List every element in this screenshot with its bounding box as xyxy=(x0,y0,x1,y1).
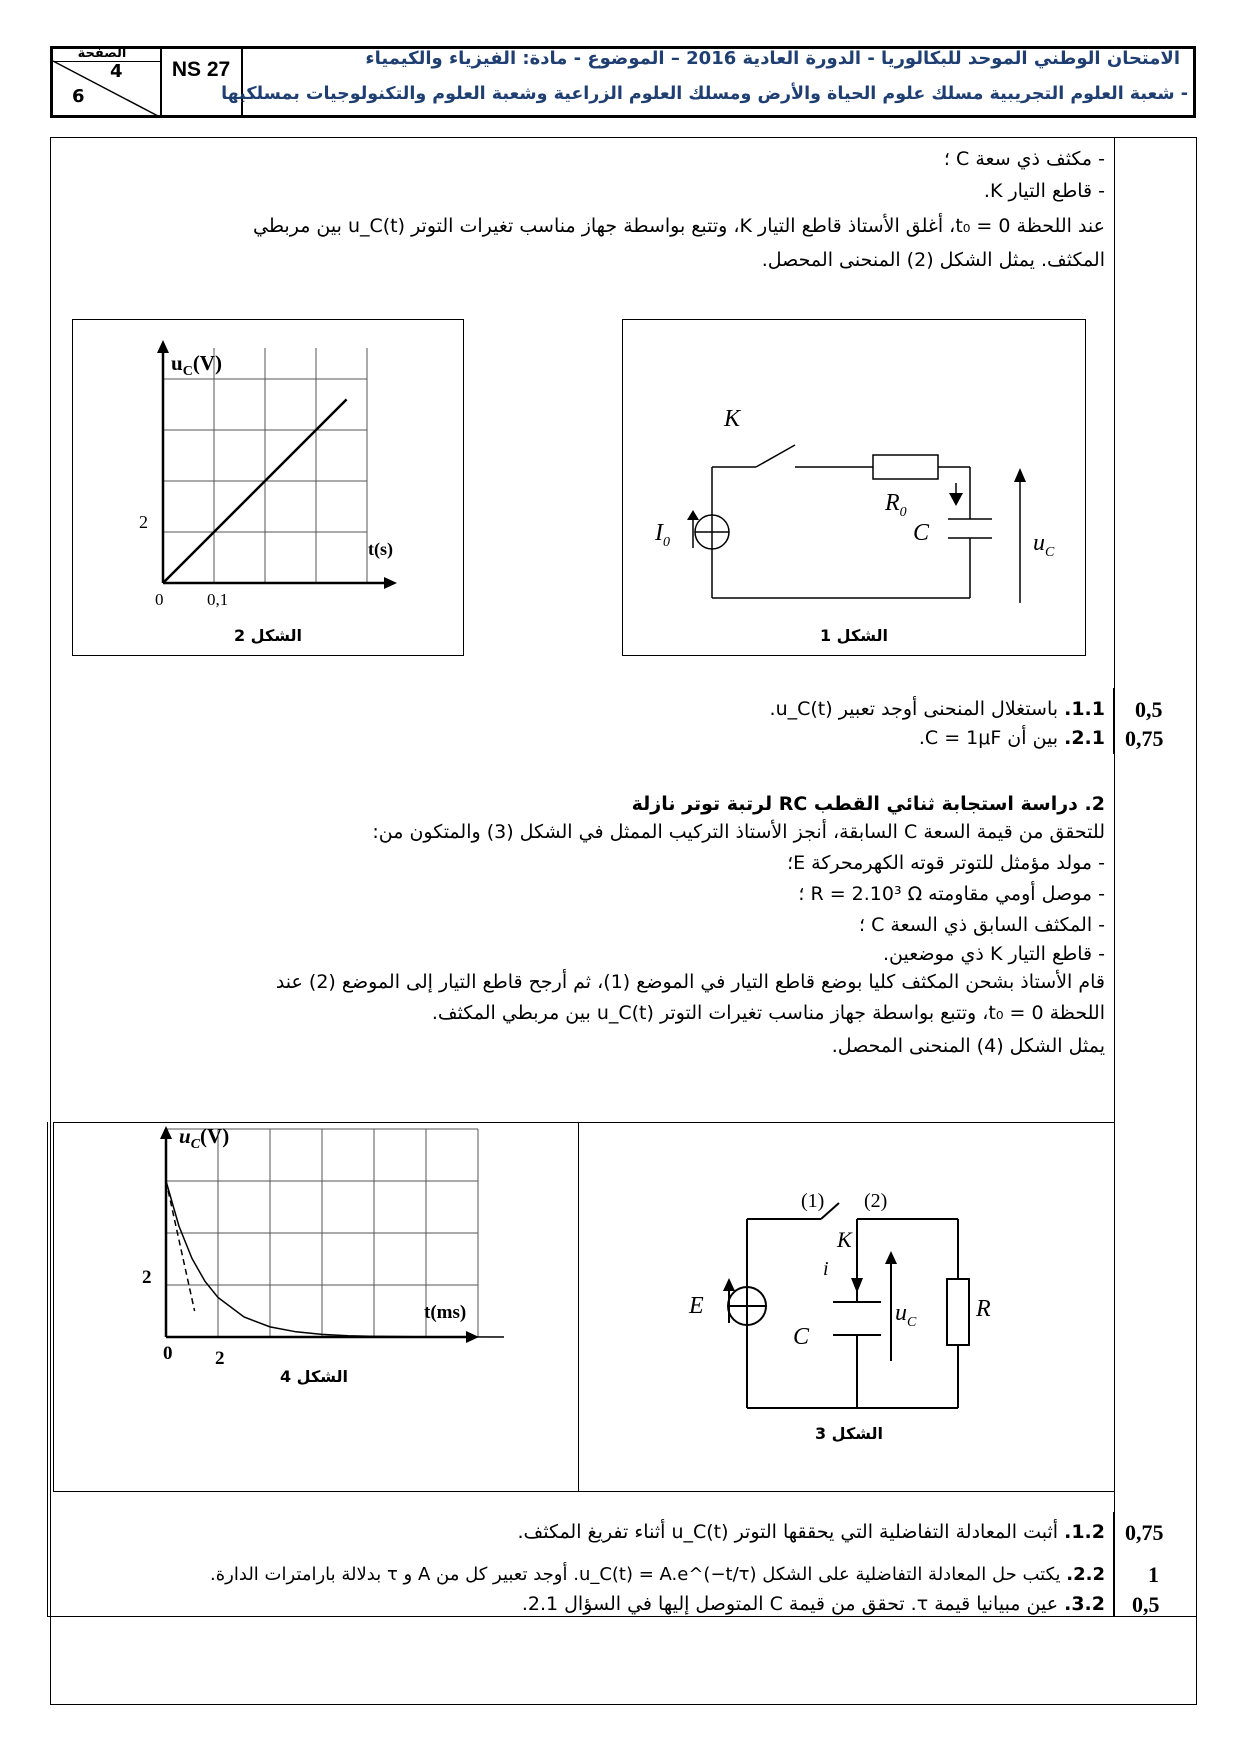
figure-2-data-line xyxy=(163,399,347,583)
part2-item-3: - المكثف السابق ذي السعة C ؛ xyxy=(858,914,1105,936)
score-q11: 0,5 xyxy=(1135,697,1163,722)
fig3-pos2-label: (2) xyxy=(864,1190,888,1212)
header-line-2: - شعبة العلوم التجريبية مسلك علوم الحياة والأرض ومسلك العلوم الزراعية وشعبة العلوم والتكنولوجيات بمسلكيها xyxy=(221,84,1188,104)
fig3-uC-label: $u_C$ xyxy=(895,1300,917,1330)
score-q12: 0,75 xyxy=(1125,726,1164,751)
fig1-source-arrow xyxy=(687,510,699,520)
score-q23: 0,5 xyxy=(1132,1592,1160,1617)
fig1-R0-label: $R_0$ xyxy=(885,490,907,520)
fig3-E-label: E xyxy=(689,1293,704,1319)
score-q22: 1 xyxy=(1148,1562,1159,1587)
figure-1-caption: الشكل 1 xyxy=(819,626,889,645)
figure-2-x-label: t(s) xyxy=(368,539,393,559)
figure-2-y-label: $u_C(V)$ xyxy=(171,351,222,379)
fig1-uC-label: $u_C$ xyxy=(1033,530,1055,560)
figure-1-circuit xyxy=(623,320,1085,655)
part2-intro: للتحقق من قيمة السعة C السابقة، أنجز الأستاذ التركيب الممثل في الشكل (3) والمتكون من: xyxy=(372,821,1105,843)
part2-item-2: - موصل أومي مقاومته R = 2.10³ Ω ؛ xyxy=(798,883,1105,905)
part2-text-1: قام الأستاذ بشحن المكثف كليا بوضع قاطع التيار في الموضع (1)، ثم أرجح قاطع التيار إلى الموضع (2) عند xyxy=(275,971,1105,993)
figure-2-caption: الشكل 2 xyxy=(233,626,303,645)
question-1-1: 1.1. باستغلال المنحنى أوجد تعبير u_C(t). xyxy=(769,698,1105,720)
figure-3-caption: الشكل 3 xyxy=(814,1424,884,1443)
figure-2-tick-x1: 0,1 xyxy=(207,590,229,609)
fig1-I0-label: $I_0$ xyxy=(655,520,670,550)
item-switch: - قاطع التيار K. xyxy=(983,180,1105,202)
fig1-C-label: C xyxy=(913,520,930,546)
figure-3 xyxy=(579,1123,1113,1490)
fig3-K-label: K xyxy=(837,1227,852,1252)
score-q21: 0,75 xyxy=(1125,1520,1164,1545)
fig3-source-arrow xyxy=(723,1278,735,1291)
figure-2-tick-y: 2 xyxy=(139,512,148,532)
fig3-current-arrow xyxy=(851,1278,863,1293)
fig3-C-label: C xyxy=(793,1324,810,1350)
figure-2-tick-x0: 0 xyxy=(155,590,164,609)
figure-4-tick-y: 2 xyxy=(142,1267,152,1288)
figure-1 xyxy=(622,319,1086,656)
fig3-R-label: R xyxy=(976,1296,991,1322)
header-line-1: الامتحان الوطني الموحد للبكالوريا - الدورة العادية 2016 – الموضوع - مادة: الفيزياء والكيمياء xyxy=(365,48,1180,69)
figure-4 xyxy=(54,1123,577,1490)
part2-item-1: - مولد مؤمثل للتوتر قوته الكهرمحركة E؛ xyxy=(787,852,1105,874)
fig3-pos1-label: (1) xyxy=(801,1190,825,1212)
figure-4-y-label: $u_C(V)$ xyxy=(179,1124,230,1152)
exam-code: NS 27 xyxy=(171,58,231,81)
fig1-K-label: K xyxy=(724,406,741,432)
fig1-uc-arrow xyxy=(1014,468,1026,482)
part2-item-4: - قاطع التيار K ذي موضعين. xyxy=(882,943,1105,965)
figure-4-tangent-line xyxy=(166,1181,195,1311)
fig1-current-arrow xyxy=(949,493,963,506)
part1-text-line-1: عند اللحظة t₀ = 0، أغلق الأستاذ قاطع التيار K، وتتبع بواسطة جهاز مناسب تغيرات التوتر u_C(t) بين مربطي xyxy=(253,215,1105,237)
page-label: الصفحة xyxy=(77,46,127,61)
figure-2 xyxy=(72,319,464,656)
question-2-2: 2.2. يكتب حل المعادلة التفاضلية على الشكل u_C(t) = A.e^(−t/τ). أوجد تعبير كل من A و τ بدلالة بارامترات الدارة. xyxy=(210,1564,1105,1585)
fig3-uc-arrow xyxy=(885,1251,897,1264)
part2-title: 2. دراسة استجابة ثنائي القطب RC لرتبة توتر نازلة xyxy=(631,793,1105,815)
part1-text-line-2: المكثف. يمثل الشكل (2) المنحنى المحصل. xyxy=(761,249,1105,271)
page-total: 6 xyxy=(72,86,85,107)
figure-2-chart xyxy=(73,320,463,655)
fig3-i-label: i xyxy=(823,1258,829,1280)
page-number: 4 xyxy=(110,61,123,82)
figure-4-caption: الشكل 4 xyxy=(279,1367,349,1386)
question-2-3: 3.2. عين مبيانيا قيمة τ. تحقق من قيمة C المتوصل إليها في السؤال 2.1. xyxy=(521,1593,1105,1615)
figure-4-tick-x1: 2 xyxy=(215,1348,225,1369)
item-capacitor: - مكثف ذي سعة C ؛ xyxy=(943,148,1105,170)
part2-text-2: اللحظة t₀ = 0، وتتبع بواسطة جهاز مناسب تغيرات التوتر u_C(t) بين مربطي المكثف. xyxy=(431,1002,1105,1024)
question-2-1: 1.2. أثبت المعادلة التفاضلية التي يحققها التوتر u_C(t) أثناء تفريغ المكثف. xyxy=(517,1521,1105,1543)
figure-4-x-label: t(ms) xyxy=(424,1302,467,1323)
figure-4-tick-x0: 0 xyxy=(163,1343,173,1364)
question-1-2: 2.1. بين أن C = 1μF. xyxy=(918,727,1105,749)
figure-4-chart xyxy=(54,1123,577,1490)
part2-text-3: يمثل الشكل (4) المنحنى المحصل. xyxy=(831,1035,1105,1057)
